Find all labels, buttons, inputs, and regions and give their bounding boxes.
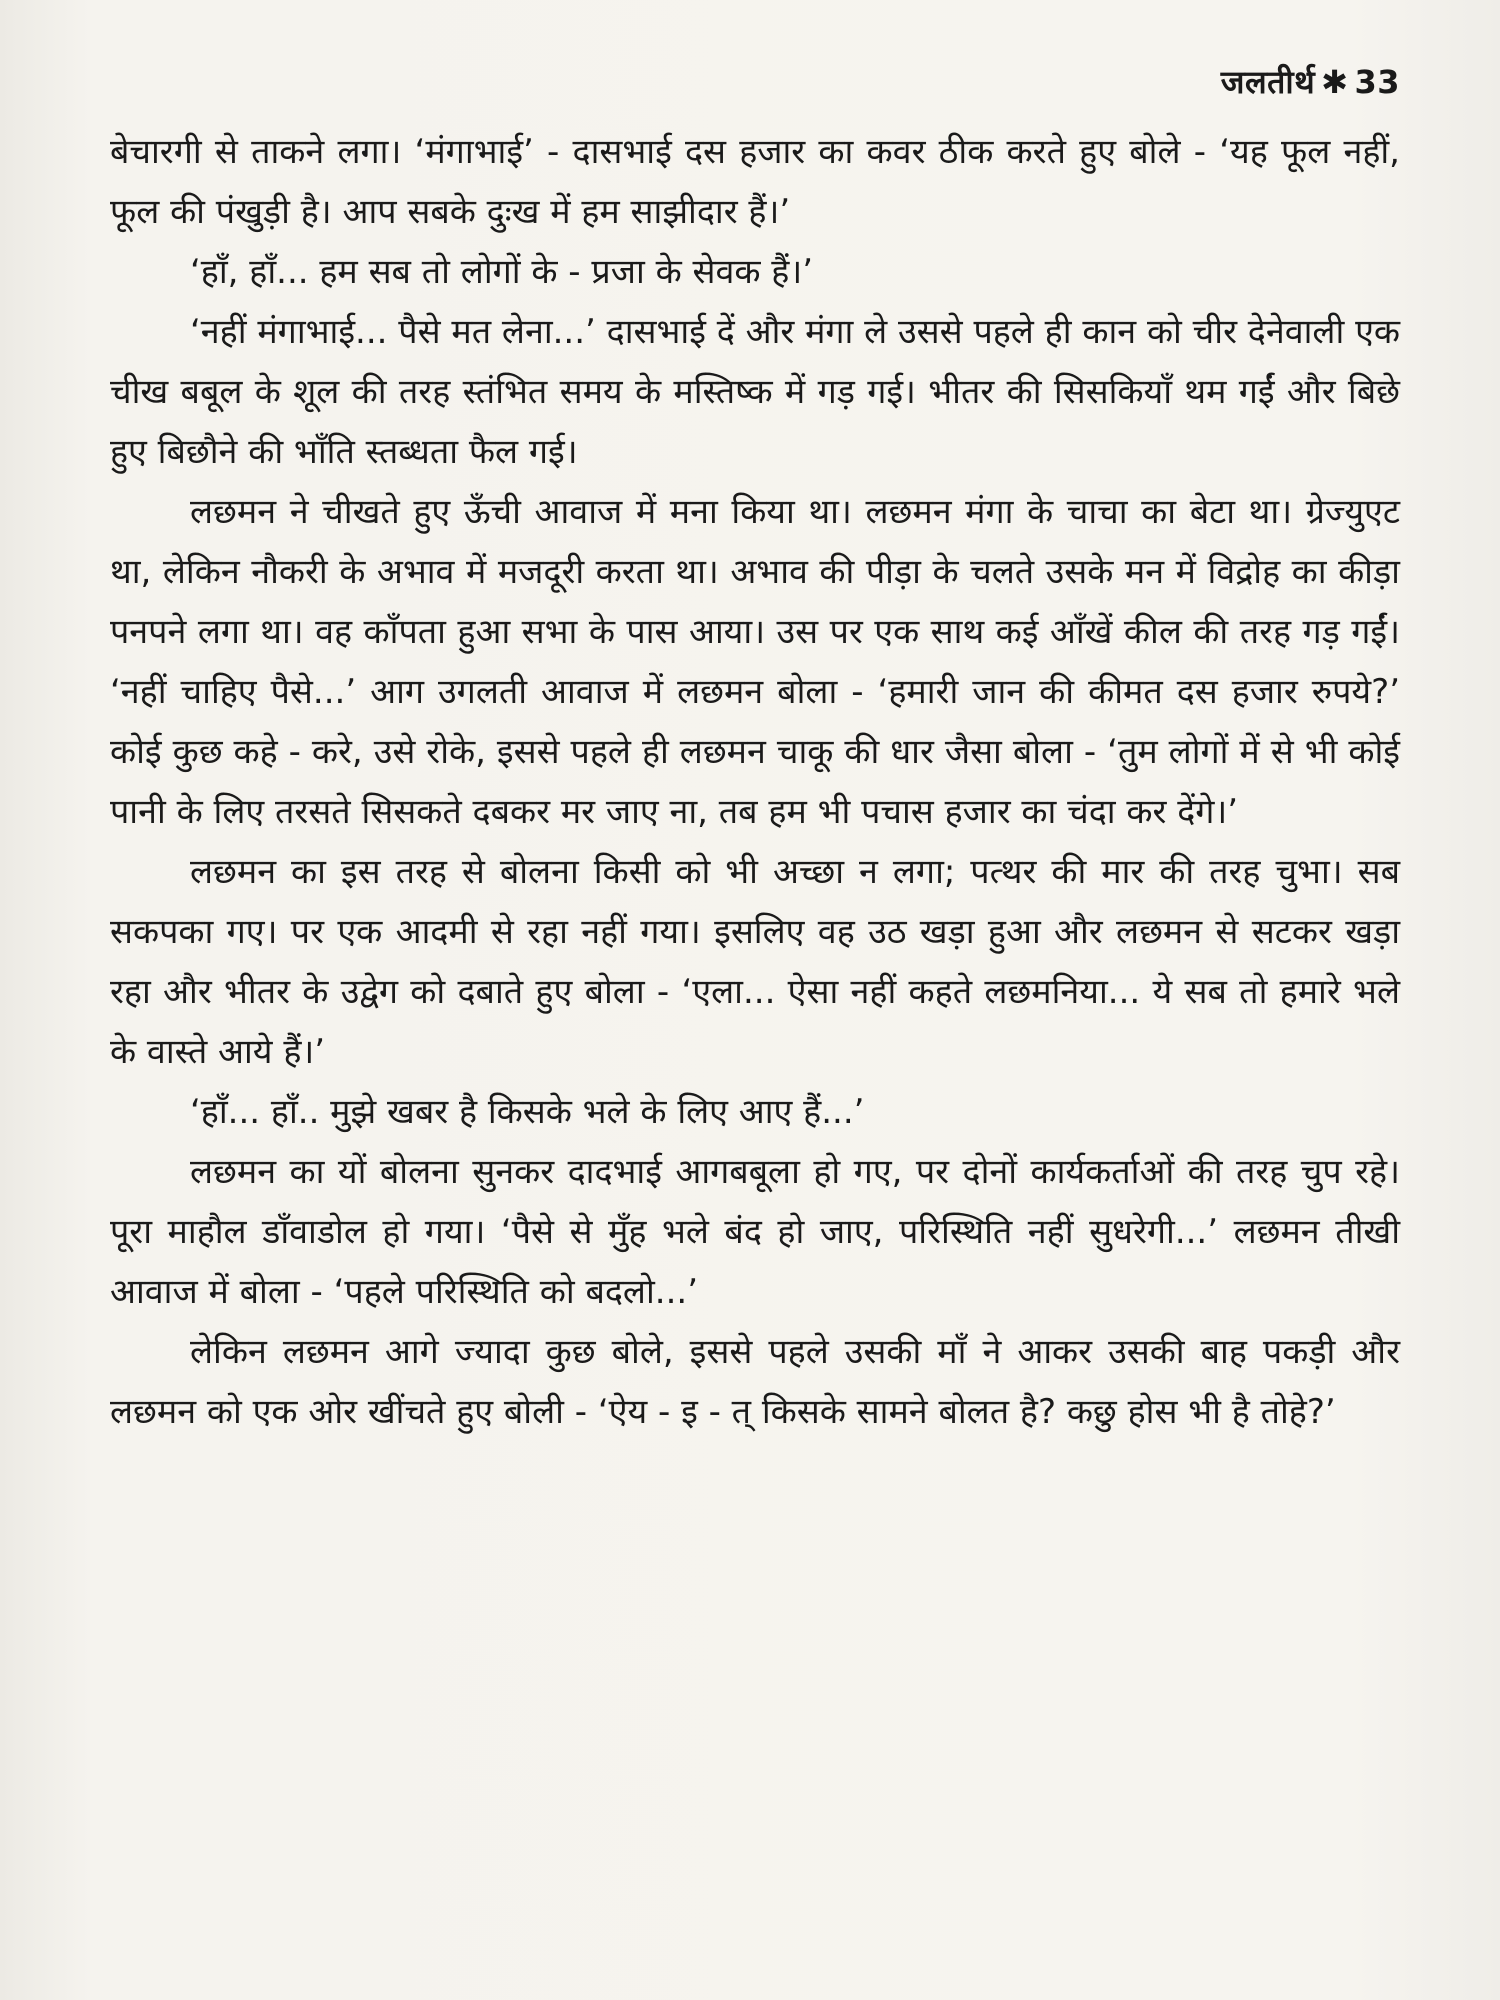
paragraph-2: ‘हाँ, हाँ... हम सब तो लोगों के - प्रजा के सेवक हैं।’ bbox=[190, 252, 814, 292]
page-number: 33 bbox=[1354, 63, 1400, 101]
paragraph-4: लछमन ने चीखते हुए ऊँची आवाज में मना किया था। लछमन मंगा के चाचा का बेटा था। ग्रेज्युएट था, लेकिन नौकरी के अभाव में मजदूरी करता था। अभाव की पीड़ा के चलते उसके मन में विद्रोह का कीड़ा पनपने लगा था। वह काँपता हुआ सभा के पास आया। उस पर एक साथ कई आँखें कील की तरह गड़ गईं। ‘नहीं चाहिए पैसे...’ आग उगलती आवाज में लछमन बोला - ‘हमारी जान की कीमत दस हजार रुपये?’ कोई कुछ कहे - करे, उसे रोके, इससे पहले ही लछमन चाकू की धार जैसा बोला - ‘तुम लोगों में से भी कोई पानी के लिए तरसते सिसकते दबकर मर जाए ना, तब हम भी पचास हजार का चंदा कर देंगे।’ bbox=[110, 492, 1400, 832]
book-title: जलतीर्थ bbox=[1220, 63, 1316, 101]
paragraph-6: ‘हाँ... हाँ.. मुझे खबर है किसके भले के लिए आए हैं...’ bbox=[190, 1092, 865, 1132]
paragraph-7: लछमन का यों बोलना सुनकर दादभाई आगबबूला हो गए, पर दोनों कार्यकर्ताओं की तरह चुप रहे। पूरा माहौल डाँवाडोल हो गया। ‘पैसे से मुँह भले बंद हो जाए, परिस्थिति नहीं सुधरेगी...’ लछमन तीखी आवाज में बोला - ‘पहले परिस्थिति को बदलो...’ bbox=[110, 1152, 1400, 1312]
paragraph-8: लेकिन लछमन आगे ज्यादा कुछ बोले, इससे पहले उसकी माँ ने आकर उसकी बाह पकड़ी और लछमन को एक ओर खींचते हुए बोली - ‘ऐय - इ - त् किसके सामने बोलत है? कछु होस भी है तोहे?’ bbox=[110, 1332, 1400, 1432]
paragraph-3: ‘नहीं मंगाभाई... पैसे मत लेना...’ दासभाई दें और मंगा ले उससे पहले ही कान को चीर देनेवाली एक चीख बबूल के शूल की तरह स्तंभित समय के मस्तिष्क में गड़ गई। भीतर की सिसकियाँ थम गईं और बिछे हुए बिछौने की भाँति स्तब्धता फैल गई। bbox=[110, 312, 1400, 472]
paragraph-1: बेचारगी से ताकने लगा। ‘मंगाभाई’ - दासभाई दस हजार का कवर ठीक करते हुए बोले - ‘यह फूल नहीं, फूल की पंखुड़ी है। आप सबके दुःख में हम साझीदार हैं।’ bbox=[110, 132, 1400, 232]
running-header bbox=[1221, 60, 1400, 103]
page-body bbox=[110, 122, 1400, 1442]
paragraph-5: लछमन का इस तरह से बोलना किसी को भी अच्छा न लगा; पत्थर की मार की तरह चुभा। सब सकपका गए। पर एक आदमी से रहा नहीं गया। इसलिए वह उठ खड़ा हुआ और लछमन से सटकर खड़ा रहा और भीतर के उद्वेग को दबाते हुए बोला - ‘एला... ऐसा नहीं कहते लछमनिया... ये सब तो हमारे भले के वास्ते आये हैं।’ bbox=[110, 852, 1400, 1072]
asterisk-separator-icon: ✱ bbox=[1321, 63, 1349, 101]
